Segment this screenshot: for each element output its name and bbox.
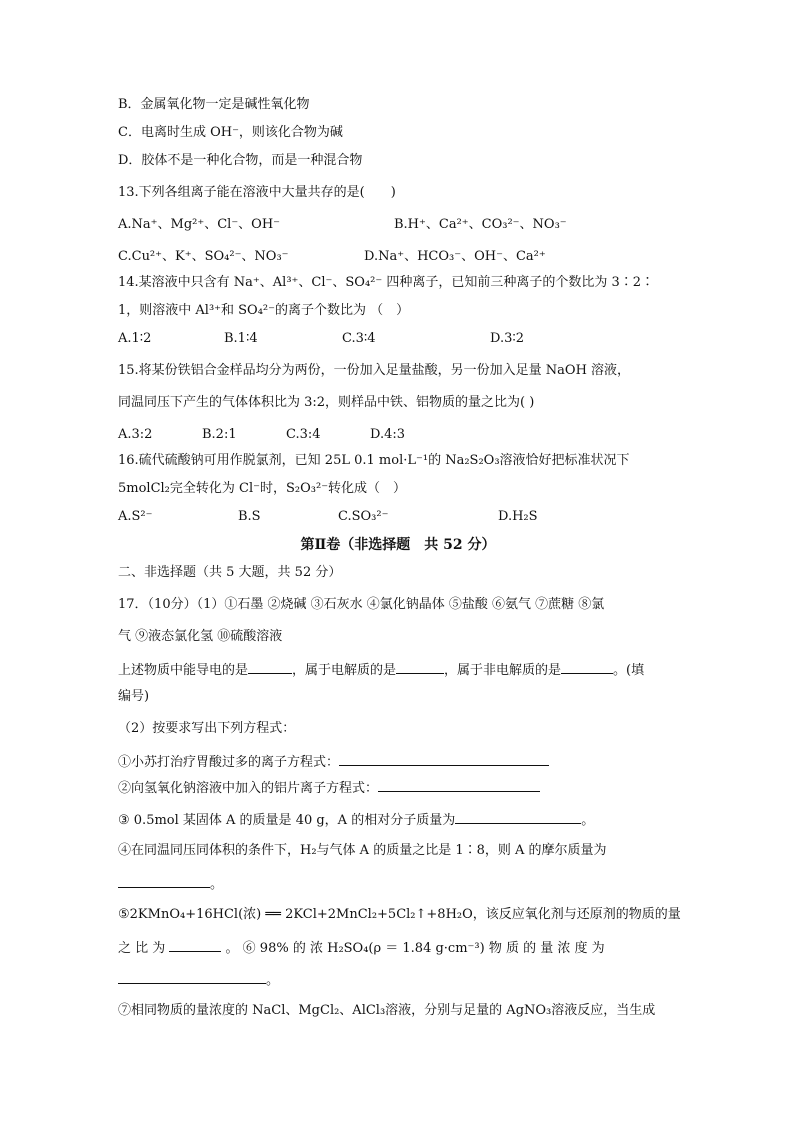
- answer-blank[interactable]: [561, 658, 613, 674]
- q15-stem-line2: 同温同压下产生的气体体积比为 3:2，则样品中铁、铝物质的量之比为( ): [118, 395, 535, 410]
- q17-sub6-end: 。: [266, 973, 280, 988]
- answer-blank[interactable]: [118, 872, 210, 888]
- part2-title: 第Ⅱ卷（非选择题 共 52 分）: [300, 537, 496, 553]
- q15-option-a: A.3:2: [118, 427, 153, 442]
- q17-sub6-text: 。 ⑥ 98% 的 浓 H₂SO₄(ρ ＝ 1.84 g·cm⁻³) 物 质 的 量 浓 度 为: [225, 941, 605, 956]
- q12-option-c: C．电离时生成 OH⁻，则该化合物为碱: [118, 125, 343, 140]
- q16-stem-line2: 5molCl₂完全转化为 Cl⁻时，S₂O₃²⁻转化成（ ）: [118, 481, 407, 496]
- q13-option-d: D.Na⁺、HCO₃⁻、OH⁻、Ca²⁺: [364, 249, 546, 264]
- q13-option-a: A.Na⁺、Mg²⁺、Cl⁻、OH⁻: [118, 217, 281, 232]
- q17-part2-heading: （2）按要求写出下列方程式：: [118, 721, 296, 736]
- q17-text-c: ，属于非电解质的是: [444, 663, 562, 678]
- q15-options: [118, 424, 678, 450]
- q17-sub3: [118, 808, 678, 840]
- q17-text-a: 上述物质中能导电的是: [118, 663, 249, 678]
- q17-sub5-6: [118, 936, 678, 968]
- q16-option-c: C.SO₃²⁻: [338, 509, 389, 524]
- q13-option-b: B.H⁺、Ca²⁺、CO₃²⁻、NO₃⁻: [394, 217, 567, 232]
- q16-option-b: B.S: [238, 509, 261, 524]
- q17-sub2: [118, 776, 678, 808]
- q13-stem: 13.下列各组离子能在溶液中大量共存的是( ): [118, 185, 396, 200]
- q17-sub6-answer: [118, 968, 678, 1000]
- answer-blank[interactable]: [396, 658, 444, 674]
- q14-stem-line2: 1，则溶液中 Al³⁺和 SO₄²⁻的离子个数比为 （ ）: [118, 303, 410, 318]
- q16-stem-line1: 16.硫代硫酸钠可用作脱氯剂，已知 25L 0.1 mol·L⁻¹的 Na₂S₂O₃溶液恰好把标准状况下: [118, 453, 630, 468]
- q15-option-d: D.4:3: [370, 427, 406, 442]
- q17-sub4-end: 。: [210, 877, 224, 892]
- q17-sub4-answer: [118, 872, 678, 904]
- q17-line2: 气 ⑨液态氯化氢 ⑩硫酸溶液: [118, 629, 283, 644]
- q17-sub2-text: ②向氢氧化钠溶液中加入的铝片离子方程式：: [118, 781, 379, 796]
- q14-option-b: B.1∶4: [224, 331, 258, 346]
- q14-options: [118, 328, 678, 360]
- q14-option-c: C.3∶4: [342, 331, 376, 346]
- q17-sub3-end: 。: [581, 813, 595, 828]
- q17-part1-question: [118, 658, 678, 686]
- q17-sub1: [118, 750, 678, 776]
- q12-option-b: B．金属氧化物一定是碱性氧化物: [118, 97, 310, 112]
- answer-blank[interactable]: [118, 968, 266, 984]
- q14-stem-line1: 14.某溶液中只含有 Na⁺、Al³⁺、Cl⁻、SO₄²⁻ 四种离子，已知前三种离子的个数比为 3∶2∶: [118, 275, 655, 290]
- q13-option-c: C.Cu²⁺、K⁺、SO₄²⁻、NO₃⁻: [118, 249, 289, 264]
- q17-sub5: ⑤2KMnO₄+16HCl(浓) ══ 2KCl+2MnCl₂+5Cl₂↑+8H₂O，该反应氧化剂与还原剂的物质的量: [118, 907, 681, 922]
- q12-option-d: D．胶体不是一种化合物，而是一种混合物: [118, 153, 363, 168]
- q15-stem-line1: 15.将某份铁铝合金样品均分为两份，一份加入足量盐酸，另一份加入足量 NaOH 溶液，: [118, 363, 631, 378]
- answer-blank[interactable]: [339, 750, 549, 766]
- q17-line1: 17．（10分）（1）①石墨 ②烧碱 ③石灰水 ④氯化钠晶体 ⑤盐酸 ⑥氨气 ⑦蔗糖 ⑧氯: [118, 597, 605, 612]
- q16-option-a: A.S²⁻: [118, 509, 153, 524]
- q14-option-d: D.3∶2: [490, 331, 525, 346]
- q17-text-d: 。(填: [613, 663, 645, 678]
- q13-options-row1: [118, 214, 678, 246]
- answer-blank[interactable]: [378, 776, 540, 792]
- q17-sub5-ratio-text: 之 比 为: [118, 941, 166, 956]
- q15-option-c: C.3:4: [286, 427, 321, 442]
- answer-blank[interactable]: [169, 936, 221, 952]
- q17-text-b: ，属于电解质的是: [292, 663, 397, 678]
- q17-sub4: ④在同温同压同体积的条件下，H₂与气体 A 的质量之比是 1∶8，则 A 的摩尔质量为: [118, 843, 607, 858]
- q13-options-row2: [118, 246, 678, 272]
- q17-sub3-text: ③ 0.5mol 某固体 A 的质量是 40 g，A 的相对分子质量为: [118, 813, 456, 828]
- q14-option-a: A.1∶2: [118, 331, 152, 346]
- section2-heading: 二、非选择题（共 5 大题，共 52 分）: [118, 565, 342, 580]
- q17-sub7: ⑦相同物质的量浓度的 NaCl、MgCl₂、AlCl₃溶液，分别与足量的 AgNO₃溶液反应，当生成: [118, 1003, 656, 1018]
- exam-page: [118, 94, 681, 1028]
- q17-sub1-text: ①小苏打治疗胃酸过多的离子方程式：: [118, 755, 340, 770]
- answer-blank[interactable]: [455, 808, 581, 824]
- q17-part1-end: 编号): [118, 689, 150, 704]
- q16-option-d: D.H₂S: [498, 509, 538, 524]
- answer-blank[interactable]: [248, 658, 292, 674]
- q15-option-b: B.2:1: [202, 427, 237, 442]
- q16-options: [118, 506, 678, 534]
